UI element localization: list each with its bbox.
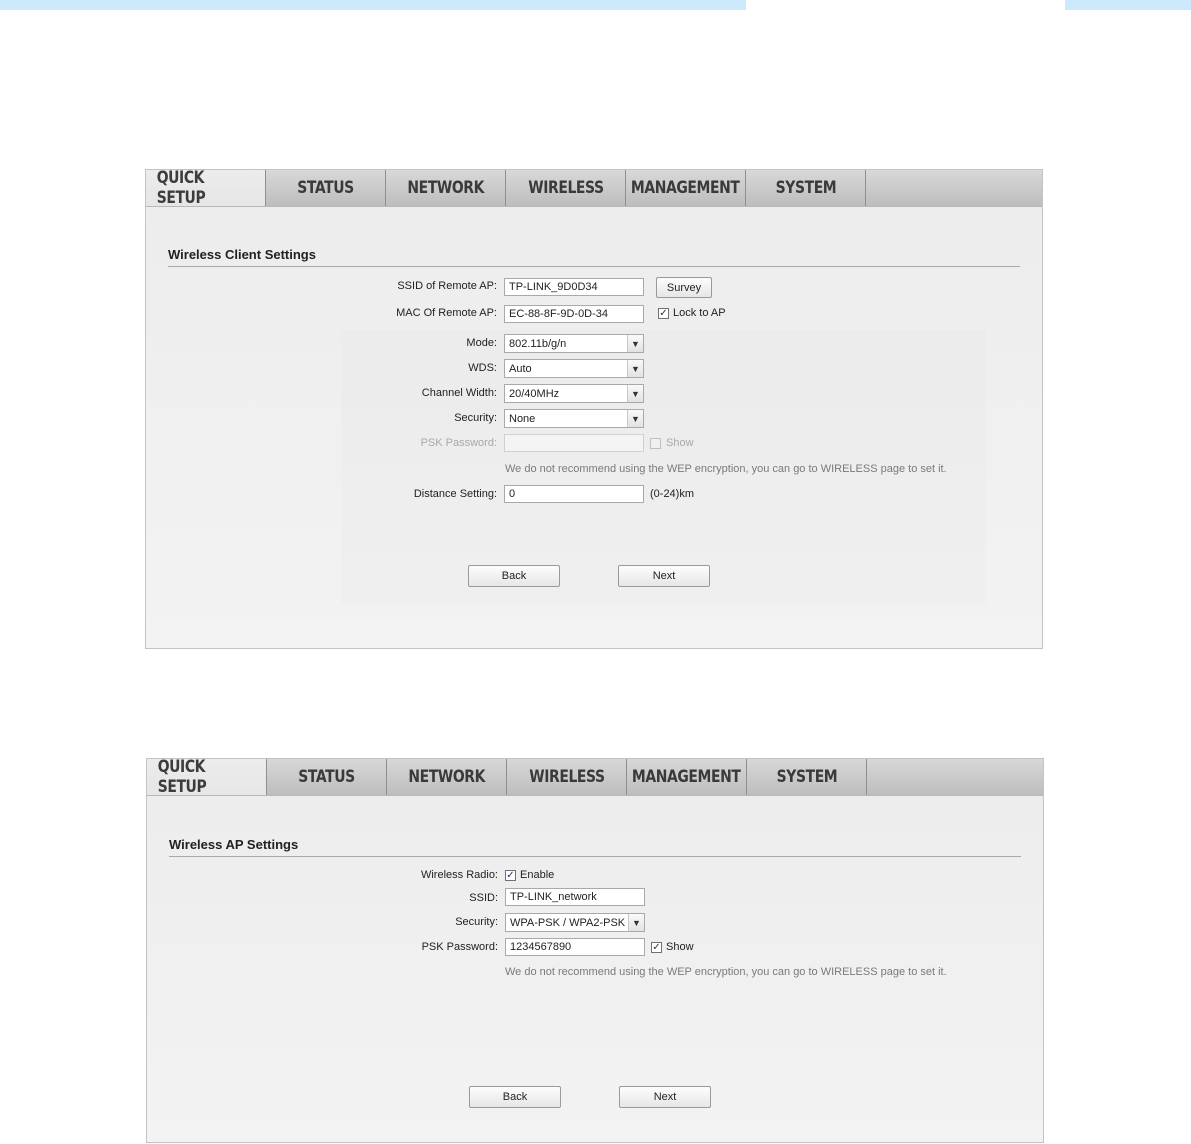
channel-width-value: 20/40MHz — [509, 388, 560, 400]
chevron-down-icon: ▼ — [627, 385, 643, 402]
mode-select[interactable] — [504, 334, 644, 353]
survey-button[interactable]: Survey — [656, 277, 712, 298]
distance-label: Distance Setting: — [413, 488, 497, 500]
security-select[interactable] — [504, 409, 644, 428]
chevron-down-icon: ▼ — [627, 360, 643, 377]
wds-select[interactable] — [504, 359, 644, 378]
tab-label: WIRELESS — [528, 767, 605, 787]
client-settings-panel — [145, 169, 1043, 649]
mode-label: Mode: — [466, 337, 497, 349]
tab-label: STATUS — [298, 767, 355, 787]
security-label: Security: — [454, 412, 497, 424]
tab-status[interactable] — [266, 170, 386, 206]
ssid-label: SSID: — [469, 892, 498, 904]
tab-label: NETWORK — [408, 767, 485, 787]
wep-note: We do not recommend using the WEP encryption, you can go to WIRELESS page to set it. — [505, 463, 947, 475]
lock-to-ap-label: Lock to AP — [673, 307, 726, 319]
show-password-checkbox[interactable]: ✓ — [652, 942, 661, 953]
chevron-down-icon: ▼ — [628, 914, 644, 931]
wep-note: We do not recommend using the WEP encryption, you can go to WIRELESS page to set it. — [505, 966, 947, 978]
nav-bar — [147, 759, 1043, 796]
wireless-radio-checkbox[interactable]: ✓ — [506, 870, 515, 881]
tab-label: QUICK SETUP — [156, 168, 206, 208]
next-button[interactable]: Next — [618, 565, 710, 587]
section-title: Wireless Client Settings — [168, 247, 316, 262]
psk-password-input[interactable] — [504, 434, 644, 452]
ap-settings-panel — [146, 758, 1044, 1143]
wireless-radio-label: Wireless Radio: — [420, 869, 498, 881]
tab-quick-setup[interactable] — [146, 170, 266, 206]
lock-to-ap-checkbox[interactable]: ✓ — [659, 308, 668, 319]
show-password-checkbox[interactable] — [650, 438, 661, 449]
security-label: Security: — [455, 916, 498, 928]
chevron-down-icon: ▼ — [627, 410, 643, 427]
distance-unit: (0-24)km — [650, 488, 695, 500]
wireless-radio-enable-label: Enable — [520, 869, 555, 881]
tab-wireless[interactable] — [507, 759, 627, 795]
tab-label: MANAGEMENT — [632, 767, 741, 787]
security-select[interactable] — [505, 913, 645, 932]
security-value: WPA-PSK / WPA2-PSK — [510, 917, 626, 929]
mode-value: 802.11b/g/n — [509, 338, 567, 350]
back-button[interactable]: Back — [469, 1086, 561, 1108]
psk-password-label: PSK Password: — [421, 941, 498, 953]
tab-label: WIRELESS — [527, 178, 604, 198]
top-strip-right — [1065, 0, 1191, 10]
tab-label: MANAGEMENT — [631, 178, 740, 198]
tab-status[interactable] — [267, 759, 387, 795]
tab-system[interactable] — [746, 170, 866, 206]
show-password-label: Show — [666, 437, 694, 449]
tab-management[interactable] — [626, 170, 746, 206]
psk-password-label: PSK Password: — [420, 437, 497, 449]
tab-label: QUICK SETUP — [157, 757, 207, 797]
section-divider — [169, 856, 1021, 857]
tab-system[interactable] — [747, 759, 867, 795]
security-value: None — [509, 413, 536, 425]
mac-input[interactable]: EC-88-8F-9D-0D-34 — [504, 305, 644, 323]
section-divider — [168, 266, 1020, 267]
tab-label: SYSTEM — [776, 767, 837, 787]
ssid-input[interactable]: TP-LINK_network — [505, 888, 645, 906]
mac-label: MAC Of Remote AP: — [396, 307, 497, 319]
tab-wireless[interactable] — [506, 170, 626, 206]
channel-width-select[interactable] — [504, 384, 644, 403]
ssid-label: SSID of Remote AP: — [397, 280, 497, 292]
next-button[interactable]: Next — [619, 1086, 711, 1108]
chevron-down-icon: ▼ — [627, 335, 643, 352]
tab-label: SYSTEM — [775, 178, 836, 198]
tab-network[interactable] — [386, 170, 506, 206]
wds-value: Auto — [509, 363, 532, 375]
tab-label: STATUS — [297, 178, 354, 198]
nav-bar — [146, 170, 1042, 207]
show-password-label: Show — [666, 941, 694, 953]
tab-quick-setup[interactable] — [147, 759, 267, 795]
back-button[interactable]: Back — [468, 565, 560, 587]
tab-label: NETWORK — [407, 178, 484, 198]
distance-input[interactable]: 0 — [504, 485, 644, 503]
section-title: Wireless AP Settings — [169, 837, 299, 852]
tab-management[interactable] — [627, 759, 747, 795]
channel-width-label: Channel Width: — [421, 387, 497, 399]
ssid-input[interactable]: TP-LINK_9D0D34 — [504, 278, 644, 296]
top-strip-left — [0, 0, 746, 10]
wds-label: WDS: — [468, 362, 497, 374]
psk-password-input[interactable]: 1234567890 — [505, 938, 645, 956]
tab-network[interactable] — [387, 759, 507, 795]
